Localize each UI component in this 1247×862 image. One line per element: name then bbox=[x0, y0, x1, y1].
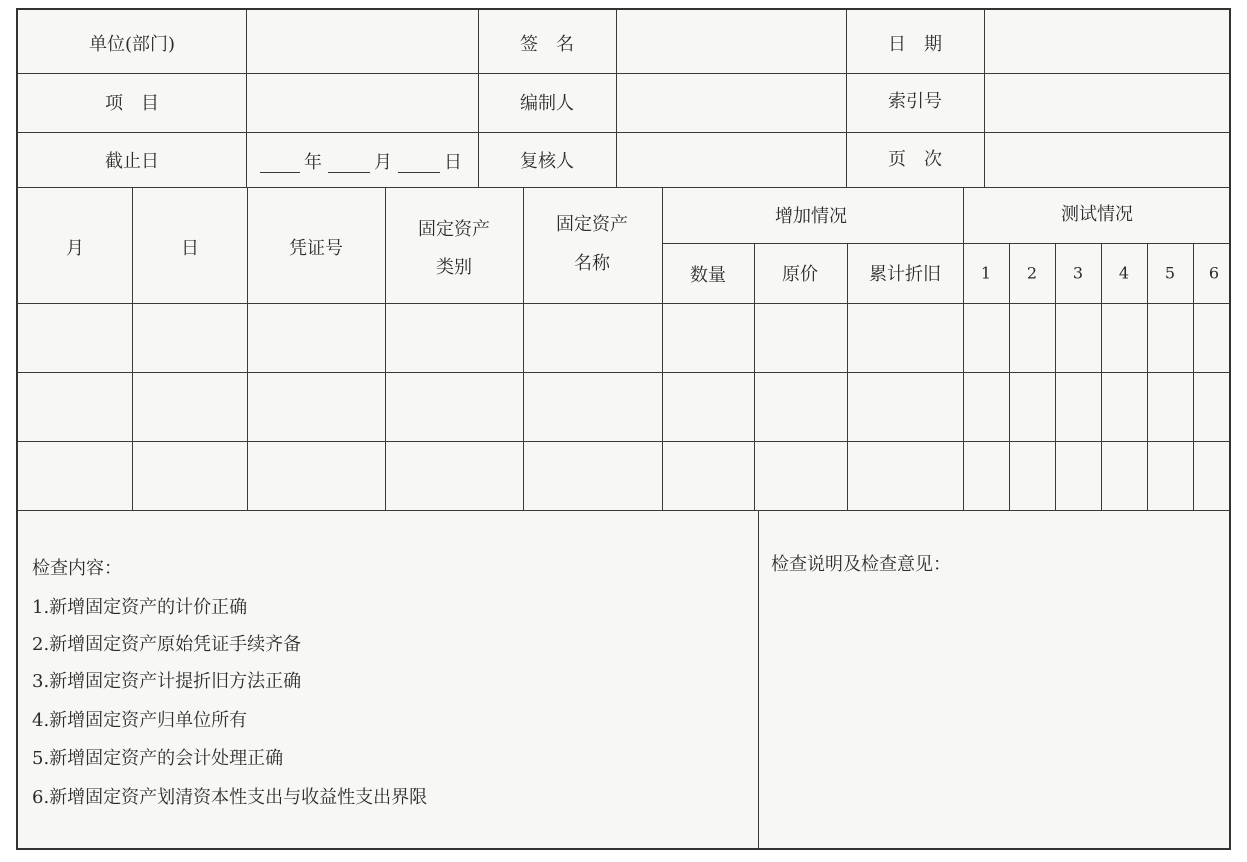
col-accum-depreciation: 累计折旧 bbox=[869, 264, 941, 285]
col-line-t8 bbox=[963, 187, 964, 510]
row-line-7 bbox=[18, 441, 1231, 442]
col-quantity: 数量 bbox=[690, 265, 726, 286]
page-label: 页 次 bbox=[888, 149, 942, 170]
col-line-h2 bbox=[478, 10, 479, 187]
col-line-t6 bbox=[754, 243, 755, 510]
checklist-item-2: 2.新增固定资产原始凭证手续齐备 bbox=[32, 634, 302, 655]
col-line-t9 bbox=[1009, 243, 1010, 510]
col-voucher: 凭证号 bbox=[289, 238, 343, 259]
checklist-item-5: 5.新增固定资产的会计处理正确 bbox=[32, 748, 284, 769]
col-line-t4 bbox=[523, 187, 524, 510]
audit-worksheet bbox=[16, 8, 1231, 850]
col-original-price: 原价 bbox=[782, 264, 818, 285]
col-day: 日 bbox=[181, 238, 199, 259]
test-col-6: 6 bbox=[1208, 263, 1220, 283]
notes-title: 检查说明及检查意见： bbox=[771, 554, 951, 575]
col-line-t13 bbox=[1193, 243, 1194, 510]
test-col-1: 1 bbox=[980, 263, 992, 283]
col-line-h5 bbox=[984, 10, 985, 187]
month-blank bbox=[328, 172, 370, 173]
row-line-2 bbox=[18, 132, 1231, 133]
checklist-item-4: 4.新增固定资产归单位所有 bbox=[32, 710, 248, 731]
row-line-8 bbox=[18, 510, 1231, 511]
row-line-1 bbox=[18, 73, 1231, 74]
year-blank bbox=[260, 172, 300, 173]
date-label: 日 期 bbox=[888, 34, 942, 55]
reviewer-label: 复核人 bbox=[520, 151, 574, 172]
day-label: 日 bbox=[444, 152, 462, 173]
cutoff-label: 截止日 bbox=[105, 151, 159, 172]
checklist-item-1: 1.新增固定资产的计价正确 bbox=[32, 597, 248, 618]
row-line-4 bbox=[663, 243, 1231, 244]
month-label: 月 bbox=[374, 152, 392, 173]
checklist-item-3: 3.新增固定资产计提折旧方法正确 bbox=[32, 671, 302, 692]
col-line-t12 bbox=[1147, 243, 1148, 510]
group-increase: 增加情况 bbox=[775, 206, 847, 227]
test-col-4: 4 bbox=[1118, 263, 1130, 283]
row-line-6 bbox=[18, 372, 1231, 373]
col-asset-name-line2: 名称 bbox=[574, 253, 610, 274]
col-line-t5 bbox=[662, 187, 663, 510]
group-test: 测试情况 bbox=[1061, 204, 1133, 225]
col-line-t1 bbox=[132, 187, 133, 510]
col-asset-category-line2: 类别 bbox=[436, 257, 472, 278]
test-col-5: 5 bbox=[1164, 263, 1176, 283]
index-label: 索引号 bbox=[888, 91, 942, 112]
day-blank bbox=[398, 172, 440, 173]
col-line-t10 bbox=[1055, 243, 1056, 510]
checklist-item-6: 6.新增固定资产划清资本性支出与收益性支出界限 bbox=[32, 787, 428, 808]
unit-label: 单位(部门) bbox=[88, 34, 176, 55]
notes-divider bbox=[758, 510, 759, 850]
col-month: 月 bbox=[66, 238, 84, 259]
sign-label: 签 名 bbox=[520, 34, 574, 55]
col-asset-category-line1: 固定资产 bbox=[418, 219, 490, 240]
row-line-5 bbox=[18, 303, 1231, 304]
row-line-3 bbox=[18, 187, 1231, 188]
col-line-h1 bbox=[246, 10, 247, 187]
checklist-title: 检查内容： bbox=[32, 558, 122, 579]
col-line-t2 bbox=[247, 187, 248, 510]
col-line-h3 bbox=[616, 10, 617, 187]
col-line-t7 bbox=[847, 243, 848, 510]
year-label: 年 bbox=[304, 152, 322, 173]
test-col-3: 3 bbox=[1072, 263, 1084, 283]
preparer-label: 编制人 bbox=[520, 93, 574, 114]
col-line-t11 bbox=[1101, 243, 1102, 510]
col-line-t3 bbox=[385, 187, 386, 510]
test-col-2: 2 bbox=[1026, 263, 1038, 283]
col-asset-name-line1: 固定资产 bbox=[556, 214, 628, 235]
col-line-h4 bbox=[846, 10, 847, 187]
item-label: 项 目 bbox=[105, 93, 159, 114]
